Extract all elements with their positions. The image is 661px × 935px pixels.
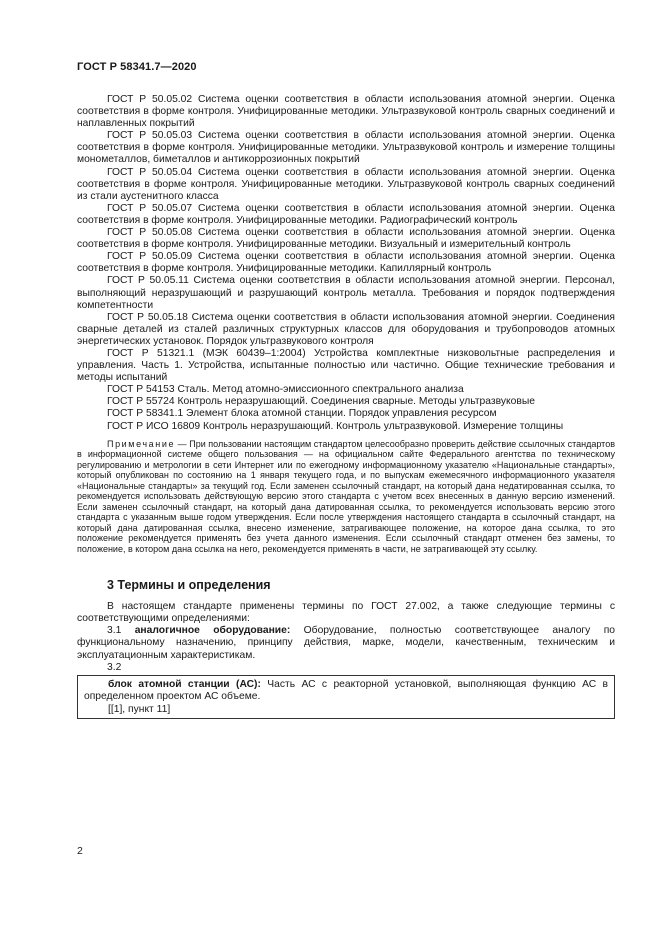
note-text: — При пользовании настоящим стандартом целесообразно проверить действие ссылочных стандартов в информационной системе общего пользования — на официальном сайте Федерального агентства по техническому регулированию и метрологии в сети Интернет или по ежегодному информационному указателю «Национальные стандарты», который опубликован по состоянию на 1 января текущего года, и по выпускам ежемесячного информационного указателя «Национальные стандарты» за текущий год. Если заменен ссылочный стандарт, на который дана недатированная ссылка, то рекомендуется использовать действующую версию этого стандарта с учетом всех внесенных в данную версию изменений. Если заменен ссылочный стандарт, на который дана датированная ссылка, то рекомендуется использовать версию этого стандарта с указанным выше годом утверждения. Если после утверждения настоящего стандарта в ссылочный стандарт, на который дана датированная ссылка, внесено изменение, затрагивающее положение, на которое дана ссылка, то это положение рекомендуется применять без учета данного изменения. Если ссылочный стандарт отменен без замены, то положение, в котором дана ссылка на него, рекомендуется применять в части, не затрагивающей эту ссылку.: [77, 438, 615, 554]
reference-item: ГОСТ Р 54153 Сталь. Метод атомно-эмиссионного спектрального анализа: [107, 384, 464, 396]
reference-item: ГОСТ Р 55724 Контроль неразрушающий. Соединения сварные. Методы ультразвуковые: [107, 396, 535, 408]
reference-item: ГОСТ Р 50.05.07 Система оценки соответствия в области использования атомной энергии. Оценка соответствия в форме контроля. Унифицированные методики. Радиографический контроль: [77, 202, 615, 226]
main-content: [77, 94, 615, 719]
term-definition-box: [77, 675, 615, 719]
term-definition: Часть АС с реакторной установкой, выполняющая функцию АС в определенном проектом АС объеме.: [84, 678, 608, 702]
reference-item: ГОСТ Р 50.05.04 Система оценки соответствия в области использования атомной энергии. Оценка соответствия в форме контроля. Унифицированные методики. Ультразвуковой контроль сварных соединений из стали аустенитного класса: [77, 166, 615, 202]
reference-item: ГОСТ Р 58341.1 Элемент блока атомной станции. Порядок управления ресурсом: [107, 408, 497, 420]
references-note: [77, 439, 615, 555]
term-number-3-2: 3.2: [107, 661, 122, 673]
reference-item: ГОСТ Р 50.05.03 Система оценки соответствия в области использования атомной энергии. Оценка соответствия в форме контроля. Унифицированные методики. Ультразвуковой контроль и измерение толщины монометаллов, биметаллов и антикоррозионных покрытий: [77, 130, 615, 166]
term-entry-3-1: [77, 625, 615, 661]
note-label: Примечание: [107, 438, 176, 449]
reference-item: ГОСТ Р 50.05.02 Система оценки соответствия в области использования атомной энергии. Оценка соответствия в форме контроля. Унифицированные методики. Ультразвуковой контроль сварных соединений и наплавленных покрытий: [77, 94, 615, 130]
section-title: 3 Термины и определения: [107, 578, 271, 593]
term-number: 3.1: [107, 625, 122, 637]
section-intro: В настоящем стандарте применены термины по ГОСТ 27.002, а также следующие термины с соответствующими определениями:: [77, 601, 615, 625]
reference-item: ГОСТ Р 50.05.11 Система оценки соответствия в области использования атомной энергии. Персонал, выполняющий неразрушающий и разрушающий контроль металла. Требования и порядок подтверждения компетентности: [77, 275, 615, 311]
term-definition: Оборудование, полностью соответствующее аналогу по функциональному назначению, принципу действия, марке, модели, качественным, техническим и эксплуатационным характеристикам.: [77, 625, 615, 661]
reference-item: ГОСТ Р 50.05.09 Система оценки соответствия в области использования атомной энергии. Оценка соответствия в форме контроля. Унифицированные методики. Капиллярный контроль: [77, 251, 615, 275]
reference-item: ГОСТ Р ИСО 16809 Контроль неразрушающий. Контроль ультразвуковой. Измерение толщины: [107, 420, 564, 432]
normative-references-list: [77, 94, 615, 433]
term-name: аналогичное оборудование:: [134, 625, 291, 637]
term-source: [[1], пункт 11]: [108, 703, 171, 715]
reference-item: ГОСТ Р 50.05.08 Система оценки соответствия в области использования атомной энергии. Оценка соответствия в форме контроля. Унифицированные методики. Визуальный и измерительный контроль: [77, 227, 615, 251]
standard-code-header: ГОСТ Р 58341.7—2020: [77, 61, 197, 73]
page-number: 2: [77, 845, 83, 857]
reference-item: ГОСТ Р 51321.1 (МЭК 60439–1:2004) Устройства комплектные низковольтные распределения и управления. Часть 1. Устройства, испытанные полностью или частично. Общие технические требования и методы испытаний: [77, 347, 615, 384]
reference-item: ГОСТ Р 50.05.18 Система оценки соответствия в области использования атомной энергии. Соединения сварные деталей из сталей различных структурных классов для оборудования и трубопроводов атомных энергетических установок. Порядок ультразвукового контроля: [77, 311, 615, 347]
term-name: блок атомной станции (АС):: [108, 678, 261, 690]
term-entry-3-2: [84, 679, 608, 703]
